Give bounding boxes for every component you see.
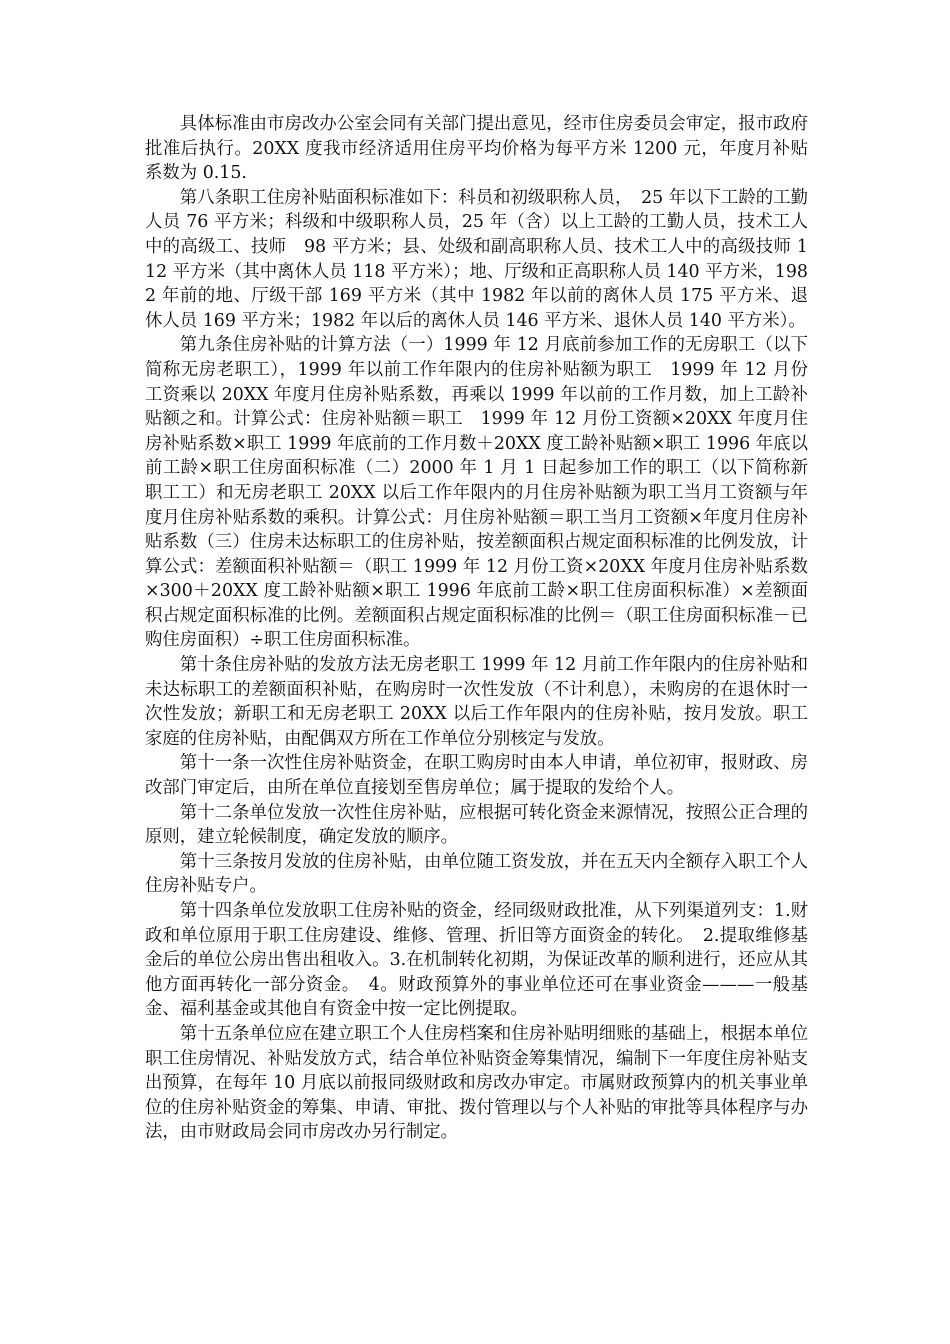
paragraph-article-11: 第十一条一次性住房补贴资金，在职工购房时由本人申请，单位初审，报财政、房改部门审定后，由所在单位直接划至售房单位；属于提取的发给个人。 (145, 753, 808, 799)
paragraph-article-9: 第九条住房补贴的计算方法（一）1999 年 12 月底前参加工作的无房职工（以下简称无房老职工），1999 年以前工作年限内的住房补贴额为职工 1999 年 12 月份工资乘以 20XX 年度月住房补贴系数，再乘以 1999 年以前的工作月数，加上工龄补贴额之和。计算公式：住房补贴额＝职工 1999 年 12 月份工资额×20XX 年度月住房补贴系数×职工 1999 年底前的工作月数＋20XX 度工龄补贴额×职工 1996 年底以前工龄×职工住房面积标准（二）2000 年 1 月 1 日起参加工作的职工（以下简称新职工工）和无房老职工 20XX 以后工作年限内的月住房补贴额为职工当月工资额与年度月住房补贴系数的乘积。计算公式：月住房补贴额＝职工当月工资额×年度月住房补贴系数（三）住房未达标职工的住房补贴，按差额面积占规定面积标准的比例发放，计算公式：差额面积补贴额＝（职工 1999 年 12 月份工资×20XX 年度月住房补贴系数×300＋20XX 度工龄补贴额×职工 1996 年底前工龄×职工住房面积标准）×差额面积占规定面积标准的比例。差额面积占规定面积标准的比例＝（职工住房面积标准－已购住房面积）÷职工住房面积标准。 (145, 335, 808, 651)
paragraph-standard: 具体标准由市房改办公室会同有关部门提出意见，经市住房委员会审定，报市政府批准后执行。20XX 度我市经济适用住房平均价格为每平方米 1200 元，年度月补贴系数为 0.15. (145, 114, 808, 184)
paragraph-article-15: 第十五条单位应在建立职工个人住房档案和住房补贴明细账的基础上，根据本单位职工住房情况、补贴发放方式，结合单位补贴资金筹集情况，编制下一年度住房补贴支出预算，在每年 10 月底以前报同级财政和房改办审定。市属财政预算内的机关事业单位的住房补贴资金的筹集、申请、审批、拨付管理以与个人补贴的审批等具体程序与办法，由市财政局会同市房改办另行制定。 (145, 1023, 808, 1143)
paragraph-article-14: 第十四条单位发放职工住房补贴的资金，经同级财政批准，从下列渠道列支：1.财政和单位原用于职工住房建设、维修、管理、折旧等方面资金的转化。 2.提取维修基金后的单位公房出售出租收入。3.在机制转化初期，为保证改革的顺利进行，还应从其他方面再转化一部分资金。 4。财政预算外的事业单位还可在事业资金———一般基金、福利基金或其他自有资金中按一定比例提取。 (145, 901, 808, 1020)
document-page (145, 112, 808, 1145)
paragraph-article-8: 第八条职工住房补贴面积标准如下：科员和初级职称人员， 25 年以下工龄的工勤人员 76 平方米；科级和中级职称人员，25 年（含）以上工龄的工勤人员，技术工人中的高级工、技师 98 平方米；县、处级和副高职称人员、技术工人中的高级技师 112 平方米（其中离休人员 118 平方米）；地、厅级和正高职称人员 140 平方米，1982 年前的地、厅级干部 169 平方米（其中 1982 年以前的离休人员 175 平方米、退休人员 169 平方米；1982 年以后的离休人员 146 平方米、退休人员 140 平方米）。 (145, 187, 808, 331)
paragraph-article-12: 第十二条单位发放一次性住房补贴，应根据可转化资金来源情况，按照公正合理的原则，建立轮候制度，确定发放的顺序。 (145, 802, 808, 848)
paragraph-article-10: 第十条住房补贴的发放方法无房老职工 1999 年 12 月前工作年限内的住房补贴和未达标职工的差额面积补贴，在购房时一次性发放（不计利息），未购房的在退休时一次性发放；新职工和无房老职工 20XX 以后工作年限内的住房补贴，按月发放。职工家庭的住房补贴，由配偶双方所在工作单位分别核定与发放。 (145, 655, 808, 749)
paragraph-article-13: 第十三条按月发放的住房补贴，由单位随工资发放，并在五天内全额存入职工个人住房补贴专户。 (145, 851, 808, 897)
